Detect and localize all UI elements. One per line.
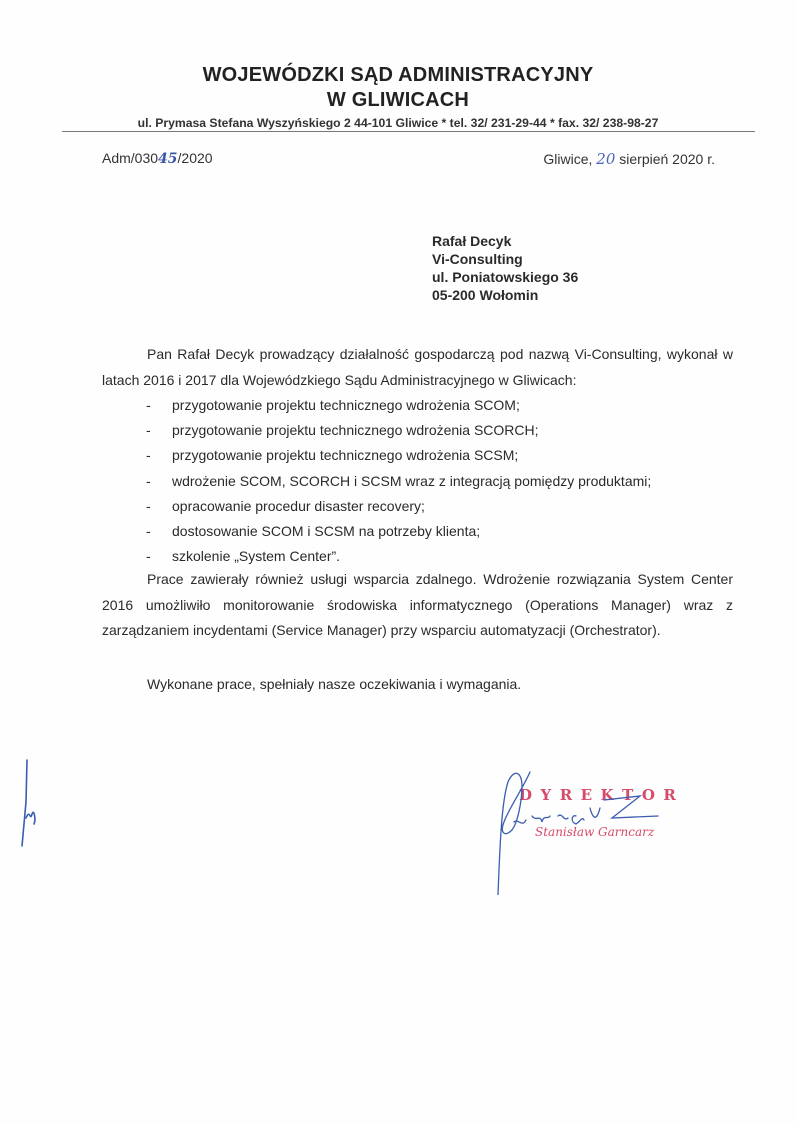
list-item-text: przygotowanie projektu technicznego wdrożenia SCSM; [172,447,519,464]
list-item [146,443,651,468]
recipient-address [432,232,578,304]
stamp-title: DYREKTOR [519,786,685,804]
list-item [146,418,651,443]
list-marker: - [146,497,151,514]
letterhead-subtitle: W GLIWICACH [326,89,470,111]
recipient-company: Vi-Consulting [432,251,523,267]
letterhead-title: WOJEWÓDZKI SĄD ADMINISTRACYJNY [202,64,594,86]
list-item-text: opracowanie procedur disaster recovery; [172,497,425,514]
letterhead-divider [62,131,755,132]
list-marker: - [146,548,151,565]
date-prefix: Gliwice, [543,151,597,167]
list-item [146,393,651,418]
list-marker: - [146,472,151,489]
work-list [146,393,651,569]
director-signature-icon [478,760,678,895]
list-item-text: szkolenie „System Center”. [172,548,341,565]
list-marker: - [146,397,151,413]
stamp-name: Stanisław Garncarz [535,825,655,839]
recipient-city: 05-200 Wołomin [432,287,539,303]
list-item [146,469,651,494]
reference-prefix: Adm/030 [102,150,159,166]
date-suffix: sierpień 2020 r. [615,151,715,167]
date-handwritten-day: 20 [596,150,616,168]
letterhead-address: ul. Prymasa Stefana Wyszyńskiego 2 44-101 Gliwice * tel. 32/ 231-29-44 * fax. 32/ 238-98-27 [137,116,659,130]
list-item-text: przygotowanie projektu technicznego wdrożenia SCORCH; [172,422,539,439]
services-text: Prace zawierały również usługi wsparcia zdalnego. Wdrożenie rozwiązania System Center 2016 umożliwiło monitorowanie środowiska informatycznego (Operations Manager) wraz z zarządzaniem incydentami (Service Manager) przy wsparciu automatyzacji (Orchestrator). [102,571,733,638]
reference-handwritten: 45 [158,151,178,167]
reference-number [102,150,213,167]
intro-paragraph [102,342,733,393]
services-paragraph [102,567,733,644]
list-marker: - [146,422,151,439]
list-marker: - [146,523,151,540]
list-item-text: przygotowanie projektu technicznego wdrożenia SCOM; [172,397,520,413]
list-marker: - [146,447,151,464]
list-item-text: dostosowanie SCOM i SCSM na potrzeby klienta; [172,523,481,540]
intro-text: Pan Rafał Decyk prowadzący działalność gospodarczą pod nazwą Vi-Consulting, wykonał w latach 2016 i 2017 dla Wojewódzkiego Sądu Administracyjnego w Gliwicach: [102,346,733,388]
list-item [146,494,651,519]
reference-suffix: /2020 [177,150,213,166]
list-item [146,519,651,544]
recipient-street: ul. Poniatowskiego 36 [432,269,579,285]
initials-mark-icon [16,758,40,848]
list-item-text: wdrożenie SCOM, SCORCH i SCSM wraz z integracją pomiędzy produktami; [172,472,652,489]
recipient-name: Rafał Decyk [432,233,512,249]
list-item [146,544,651,569]
closing-paragraph [102,672,733,698]
letter-date [543,150,715,168]
closing-text: Wykonane prace, spełniały nasze oczekiwania i wymagania. [147,676,522,692]
